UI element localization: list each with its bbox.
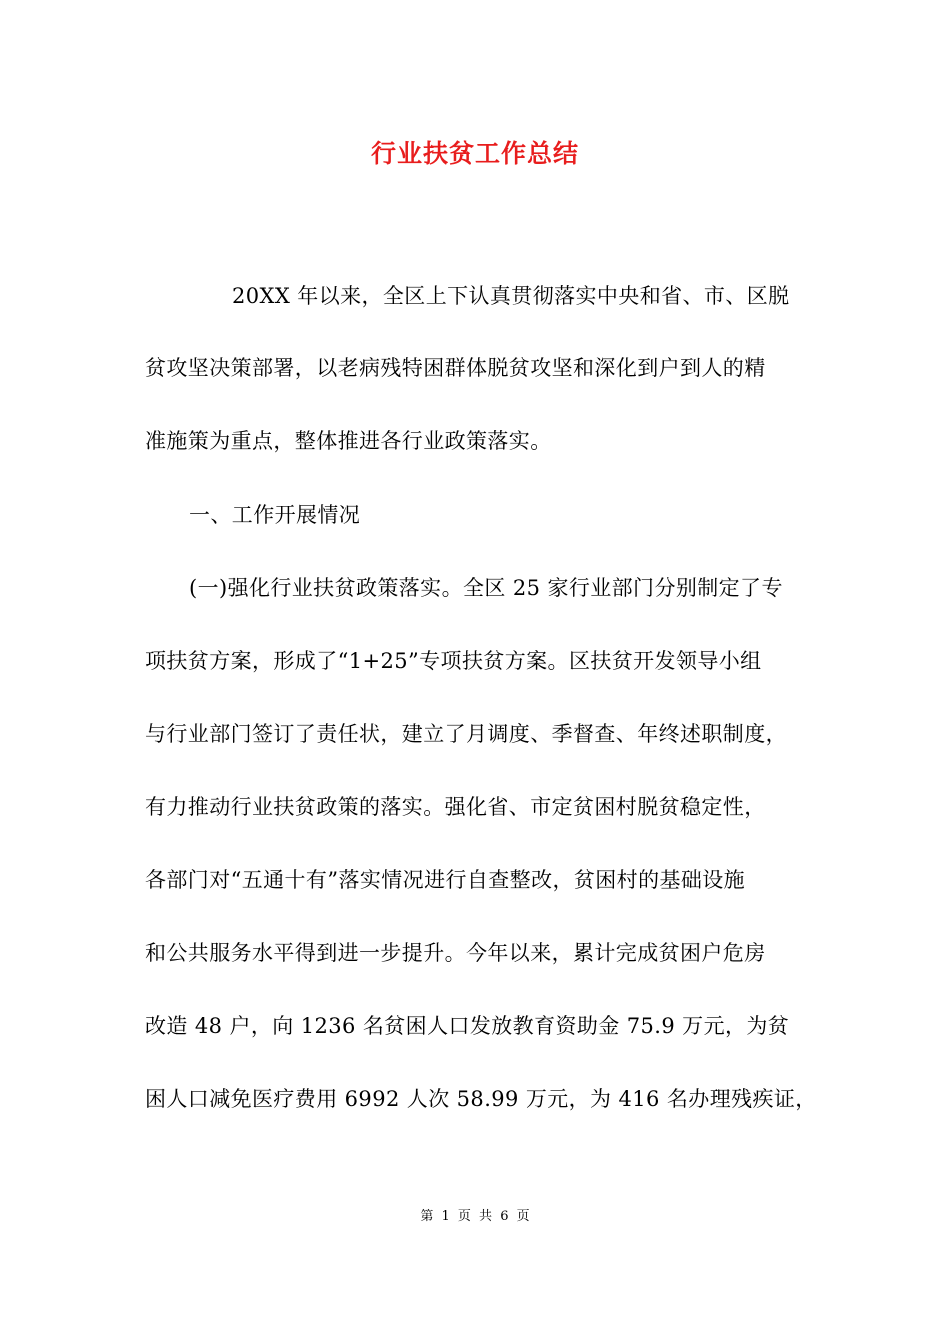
paragraph-2-line-5: 各部门对“五通十有”落实情况进行自查整改，贫困村的基础设施: [145, 868, 746, 892]
section-heading: 一、工作开展情况: [189, 503, 361, 527]
page-indicator: 第 1 页 共 6 页: [420, 1209, 530, 1224]
paragraph-2-line-4: 有力推动行业扶贫政策的落实。强化省、市定贫困村脱贫稳定性，: [145, 795, 766, 819]
paragraph-2-line-8: 困人口减免医疗费用 6992 人次 58.99 万元，为 416 名办理残疾证，: [145, 1087, 817, 1111]
paragraph-1-line-3: 准施策为重点，整体推进各行业政策落实。: [145, 429, 552, 453]
paragraph-1-line-1: 20XX 年以来，全区上下认真贯彻落实中央和省、市、区脱: [232, 284, 790, 308]
paragraph-2-line-7: 改造 48 户，向 1236 名贫困人口发放教育资助金 75.9 万元，为贫: [145, 1014, 790, 1038]
paragraph-2-line-6: 和公共服务水平得到进一步提升。今年以来，累计完成贫困户危房: [145, 941, 766, 965]
paragraph-1-line-2: 贫攻坚决策部署，以老病残特困群体脱贫攻坚和深化到户到人的精: [145, 356, 766, 380]
paragraph-2-line-3: 与行业部门签订了责任状，建立了月调度、季督查、年终述职制度，: [145, 722, 787, 746]
document-title: 行业扶贫工作总结: [370, 139, 579, 168]
paragraph-2-line-2: 项扶贫方案，形成了“1+25”专项扶贫方案。区扶贫开发领导小组: [145, 649, 762, 673]
paragraph-2-line-1: (一)强化行业扶贫政策落实。全区 25 家行业部门分别制定了专: [189, 576, 783, 600]
